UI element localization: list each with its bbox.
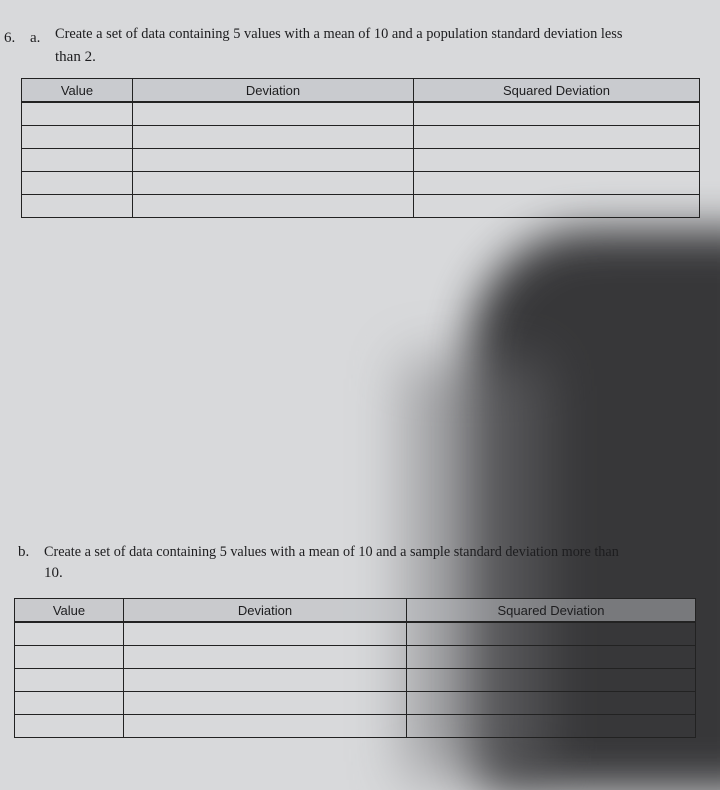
column-header-squared-deviation: Squared Deviation (407, 599, 696, 623)
table-row (15, 669, 696, 692)
part-b-label: b. (18, 544, 30, 560)
cell-deviation[interactable] (133, 172, 414, 195)
table-row (15, 646, 696, 669)
table-row (22, 195, 700, 218)
table-row (15, 715, 696, 738)
cell-deviation[interactable] (124, 622, 407, 646)
table-row (22, 126, 700, 149)
cell-squared-deviation[interactable] (414, 102, 700, 126)
part-a-prompt-line2: than 2. (55, 49, 96, 65)
cell-value[interactable] (15, 646, 124, 669)
part-b-table (14, 598, 696, 738)
cell-deviation[interactable] (133, 126, 414, 149)
table-row (22, 149, 700, 172)
cell-value[interactable] (15, 669, 124, 692)
part-b-prompt-line1: Create a set of data containing 5 values with a mean of 10 and a sample standard deviation more than (44, 544, 619, 560)
part-a-label: a. (30, 30, 41, 46)
cell-value[interactable] (15, 622, 124, 646)
part-a-table (21, 78, 700, 218)
column-header-value: Value (22, 79, 133, 103)
cell-deviation[interactable] (133, 195, 414, 218)
cell-deviation[interactable] (124, 692, 407, 715)
part-b-prompt-line2: 10. (44, 565, 63, 581)
cell-squared-deviation[interactable] (414, 126, 700, 149)
cell-value[interactable] (22, 195, 133, 218)
cell-squared-deviation[interactable] (407, 715, 696, 738)
cell-squared-deviation[interactable] (407, 622, 696, 646)
cell-squared-deviation[interactable] (407, 669, 696, 692)
table-row (15, 692, 696, 715)
cell-value[interactable] (15, 715, 124, 738)
column-header-value: Value (15, 599, 124, 623)
cell-deviation[interactable] (133, 149, 414, 172)
cell-deviation[interactable] (124, 646, 407, 669)
table-row (22, 102, 700, 126)
question-6b (0, 535, 720, 585)
column-header-deviation: Deviation (124, 599, 407, 623)
question-number: 6. (4, 30, 16, 46)
table-row (22, 172, 700, 195)
cell-value[interactable] (22, 149, 133, 172)
cell-value[interactable] (15, 692, 124, 715)
question-6a (0, 0, 720, 70)
cell-value[interactable] (22, 172, 133, 195)
cell-value[interactable] (22, 126, 133, 149)
table-row (15, 622, 696, 646)
part-a-prompt-line1: Create a set of data containing 5 values with a mean of 10 and a population standard deviation less (55, 26, 623, 42)
cell-squared-deviation[interactable] (414, 149, 700, 172)
cell-squared-deviation[interactable] (407, 692, 696, 715)
table-header-row (22, 79, 700, 103)
cell-deviation[interactable] (124, 669, 407, 692)
cell-value[interactable] (22, 102, 133, 126)
cell-deviation[interactable] (133, 102, 414, 126)
cell-squared-deviation[interactable] (407, 646, 696, 669)
table-header-row (15, 599, 696, 623)
cell-deviation[interactable] (124, 715, 407, 738)
column-header-deviation: Deviation (133, 79, 414, 103)
cell-squared-deviation[interactable] (414, 172, 700, 195)
cell-squared-deviation[interactable] (414, 195, 700, 218)
column-header-squared-deviation: Squared Deviation (414, 79, 700, 103)
